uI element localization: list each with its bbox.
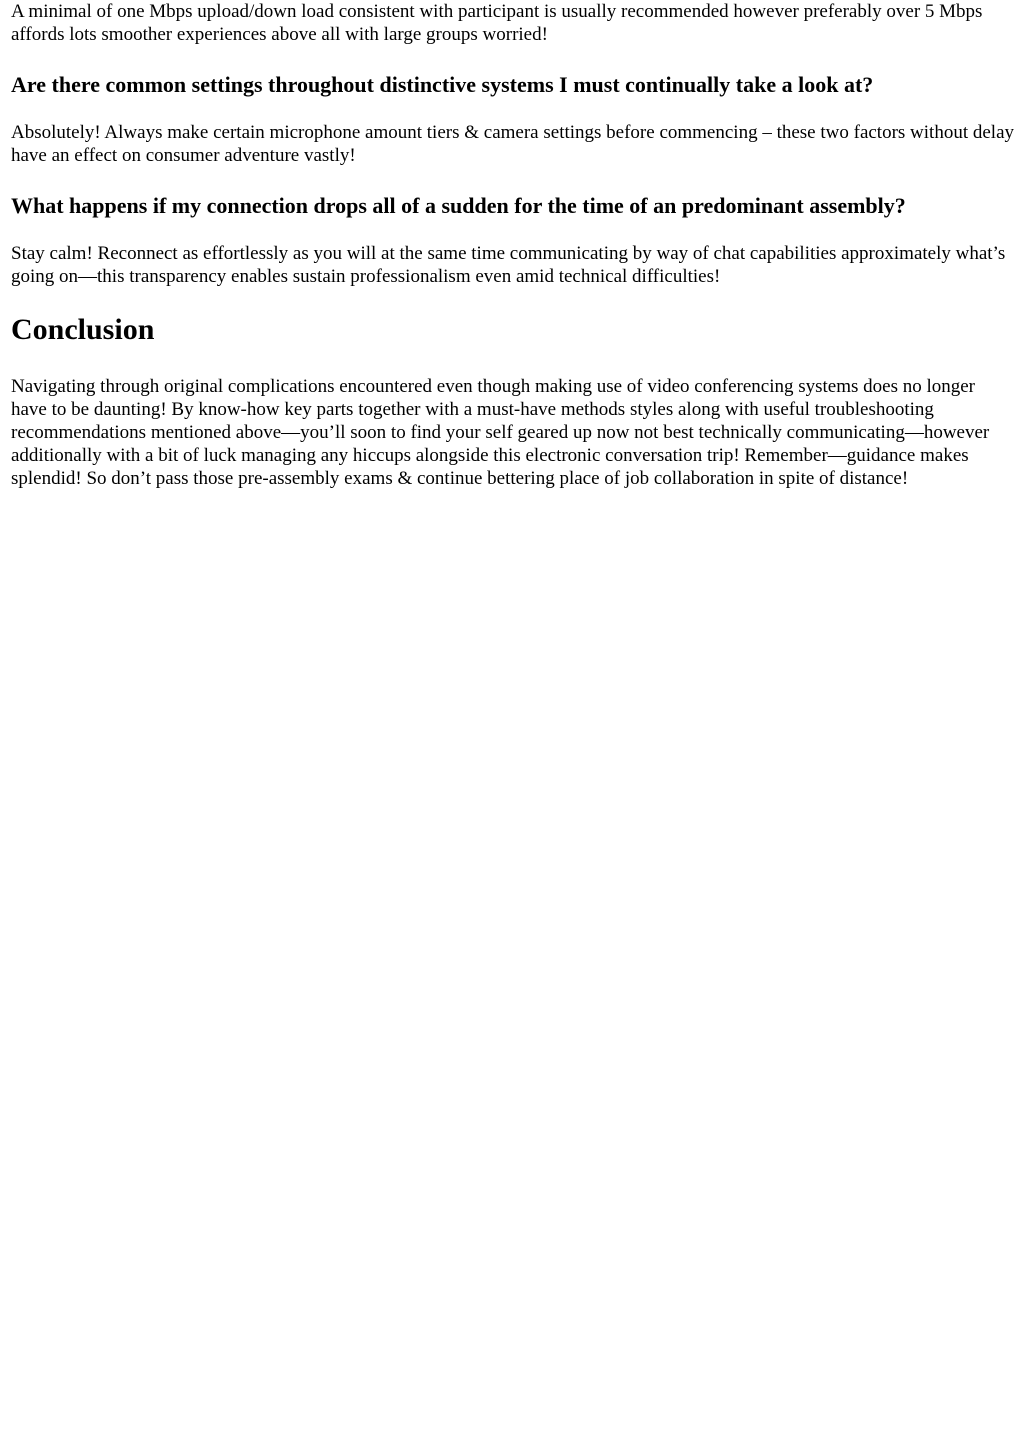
article-body: [0, 0, 1024, 490]
conclusion-paragraph: Navigating through original complications encountered even though making use of video conferencing systems does no longer have to be daunting! By know-how key parts together with a must-have methods styles along with useful troubleshooting recommendations mentioned above—you’ll soon to find your self geared up now not best technically communicating—however additionally with a bit of luck managing any hiccups alongside this electronic conversation trip! Remember—guidance makes splendid! So don’t pass those pre-assembly exams & continue bettering place of job collaboration in spite of distance!: [11, 376, 990, 489]
conclusion-heading: Conclusion: [11, 313, 155, 346]
faq-answer-1: Absolutely! Always make certain microphone amount tiers & camera settings before commencing – these two factors without delay have an effect on consumer adventure vastly!: [11, 122, 1015, 166]
faq-question-2: What happens if my connection drops all of a sudden for the time of an predominant assembly?: [11, 193, 906, 218]
faq-answer-2: Stay calm! Reconnect as effortlessly as you will at the same time communicating by way of chat capabilities approximately what’s going on—this transparency enables sustain professionalism even amid technical difficulties!: [11, 243, 1006, 287]
intro-paragraph: A minimal of one Mbps upload/down load consistent with participant is usually recommended however preferably over 5 Mbps affords lots smoother experiences above all with large groups worried!: [11, 1, 983, 45]
faq-question-1: Are there common settings throughout distinctive systems I must continually take a look at?: [11, 72, 874, 97]
